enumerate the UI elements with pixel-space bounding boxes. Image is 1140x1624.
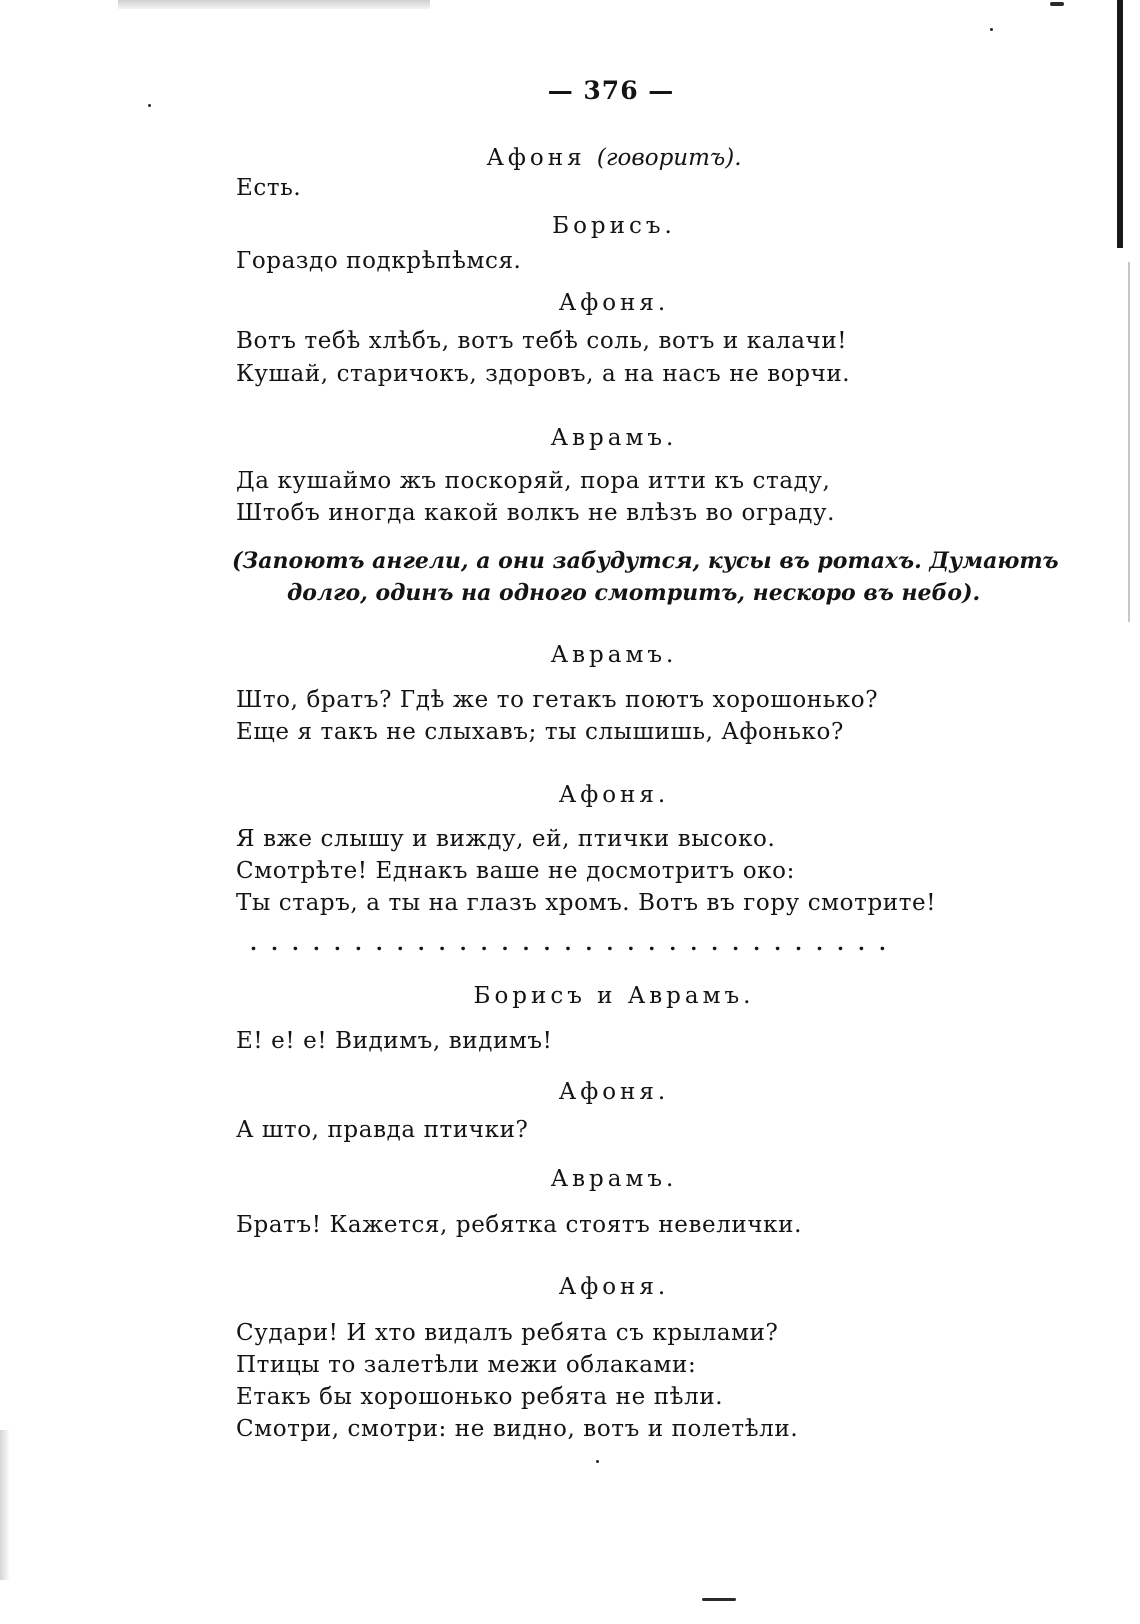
- scan-shadow-top: [118, 0, 430, 9]
- stage-direction: долго, одинъ на одного смотритъ, нескоро въ небо).: [287, 580, 981, 606]
- verse-line: Судари! И хто видалъ ребята съ крылами?: [236, 1320, 779, 1346]
- verse-line: Што, братъ? Гдѣ же то гетакъ поютъ хорошонько?: [236, 687, 879, 713]
- verse-line: Есть.: [236, 175, 302, 201]
- scan-speck: [596, 1460, 599, 1463]
- speaker-heading: Аврамъ.: [550, 1166, 678, 1192]
- speaker-heading: Афоня.: [558, 1079, 670, 1105]
- verse-line: Ты старъ, а ты на глазъ хромъ. Вотъ въ гору смотрите!: [236, 890, 937, 916]
- ellipsis-divider: ...............................: [250, 931, 900, 955]
- speaker-heading: Аврамъ.: [550, 425, 678, 451]
- verse-line: Вотъ тебѣ хлѣбъ, вотъ тебѣ соль, вотъ и калачи!: [236, 328, 848, 354]
- speaker-note: (говоритъ).: [596, 145, 742, 171]
- verse-line: Смотри, смотри: не видно, вотъ и полетѣли.: [236, 1416, 799, 1442]
- speaker-heading: Аврамъ.: [550, 642, 678, 668]
- verse-line: Братъ! Кажется, ребятка стоятъ невелички.: [236, 1212, 802, 1238]
- page-number: — 376 —: [547, 76, 675, 105]
- scan-speck: [990, 28, 993, 31]
- verse-line: Еще я такъ не слыхавъ; ты слышишь, Афонько?: [236, 719, 844, 745]
- verse-line: Гораздо подкрѣпѣмся.: [236, 248, 522, 274]
- verse-line: Штобъ иногда какой волкъ не влѣзъ во ограду.: [236, 500, 836, 526]
- speaker-heading: Афоня.: [558, 290, 670, 316]
- speaker-heading: Афоня.: [558, 782, 670, 808]
- scan-speck: [702, 1598, 736, 1601]
- verse-line: Да кушаймо жъ поскоряй, пора итти къ стаду,: [236, 468, 831, 494]
- verse-line: Смотрѣте! Еднакъ ваше не досмотритъ око:: [236, 858, 795, 884]
- speaker-heading: Борисъ и Аврамъ.: [473, 983, 755, 1009]
- verse-line: Етакъ бы хорошонько ребята не пѣли.: [236, 1384, 724, 1410]
- speaker-name: Афоня: [486, 145, 586, 171]
- verse-line: Кушай, старичокъ, здоровъ, а на насъ не ворчи.: [236, 361, 851, 387]
- scan-edge-right: [1117, 0, 1123, 248]
- verse-line: Е! е! е! Видимъ, видимъ!: [236, 1028, 553, 1054]
- verse-line: Я вже слышу и вижду, ей, птички высоко.: [236, 826, 776, 852]
- speaker-heading: Борисъ.: [552, 213, 676, 239]
- speaker-heading: Афоня.: [558, 1274, 670, 1300]
- stage-direction: (Запоютъ ангели, а они забудутся, кусы въ ротахъ. Думаютъ: [232, 548, 1059, 574]
- speaker-heading: [0, 145, 1140, 171]
- scan-shadow-left: [0, 1430, 10, 1580]
- verse-line: Птицы то залетѣли межи облаками:: [236, 1352, 697, 1378]
- scan-speck: [1050, 2, 1064, 6]
- verse-line: А што, правда птички?: [236, 1117, 529, 1143]
